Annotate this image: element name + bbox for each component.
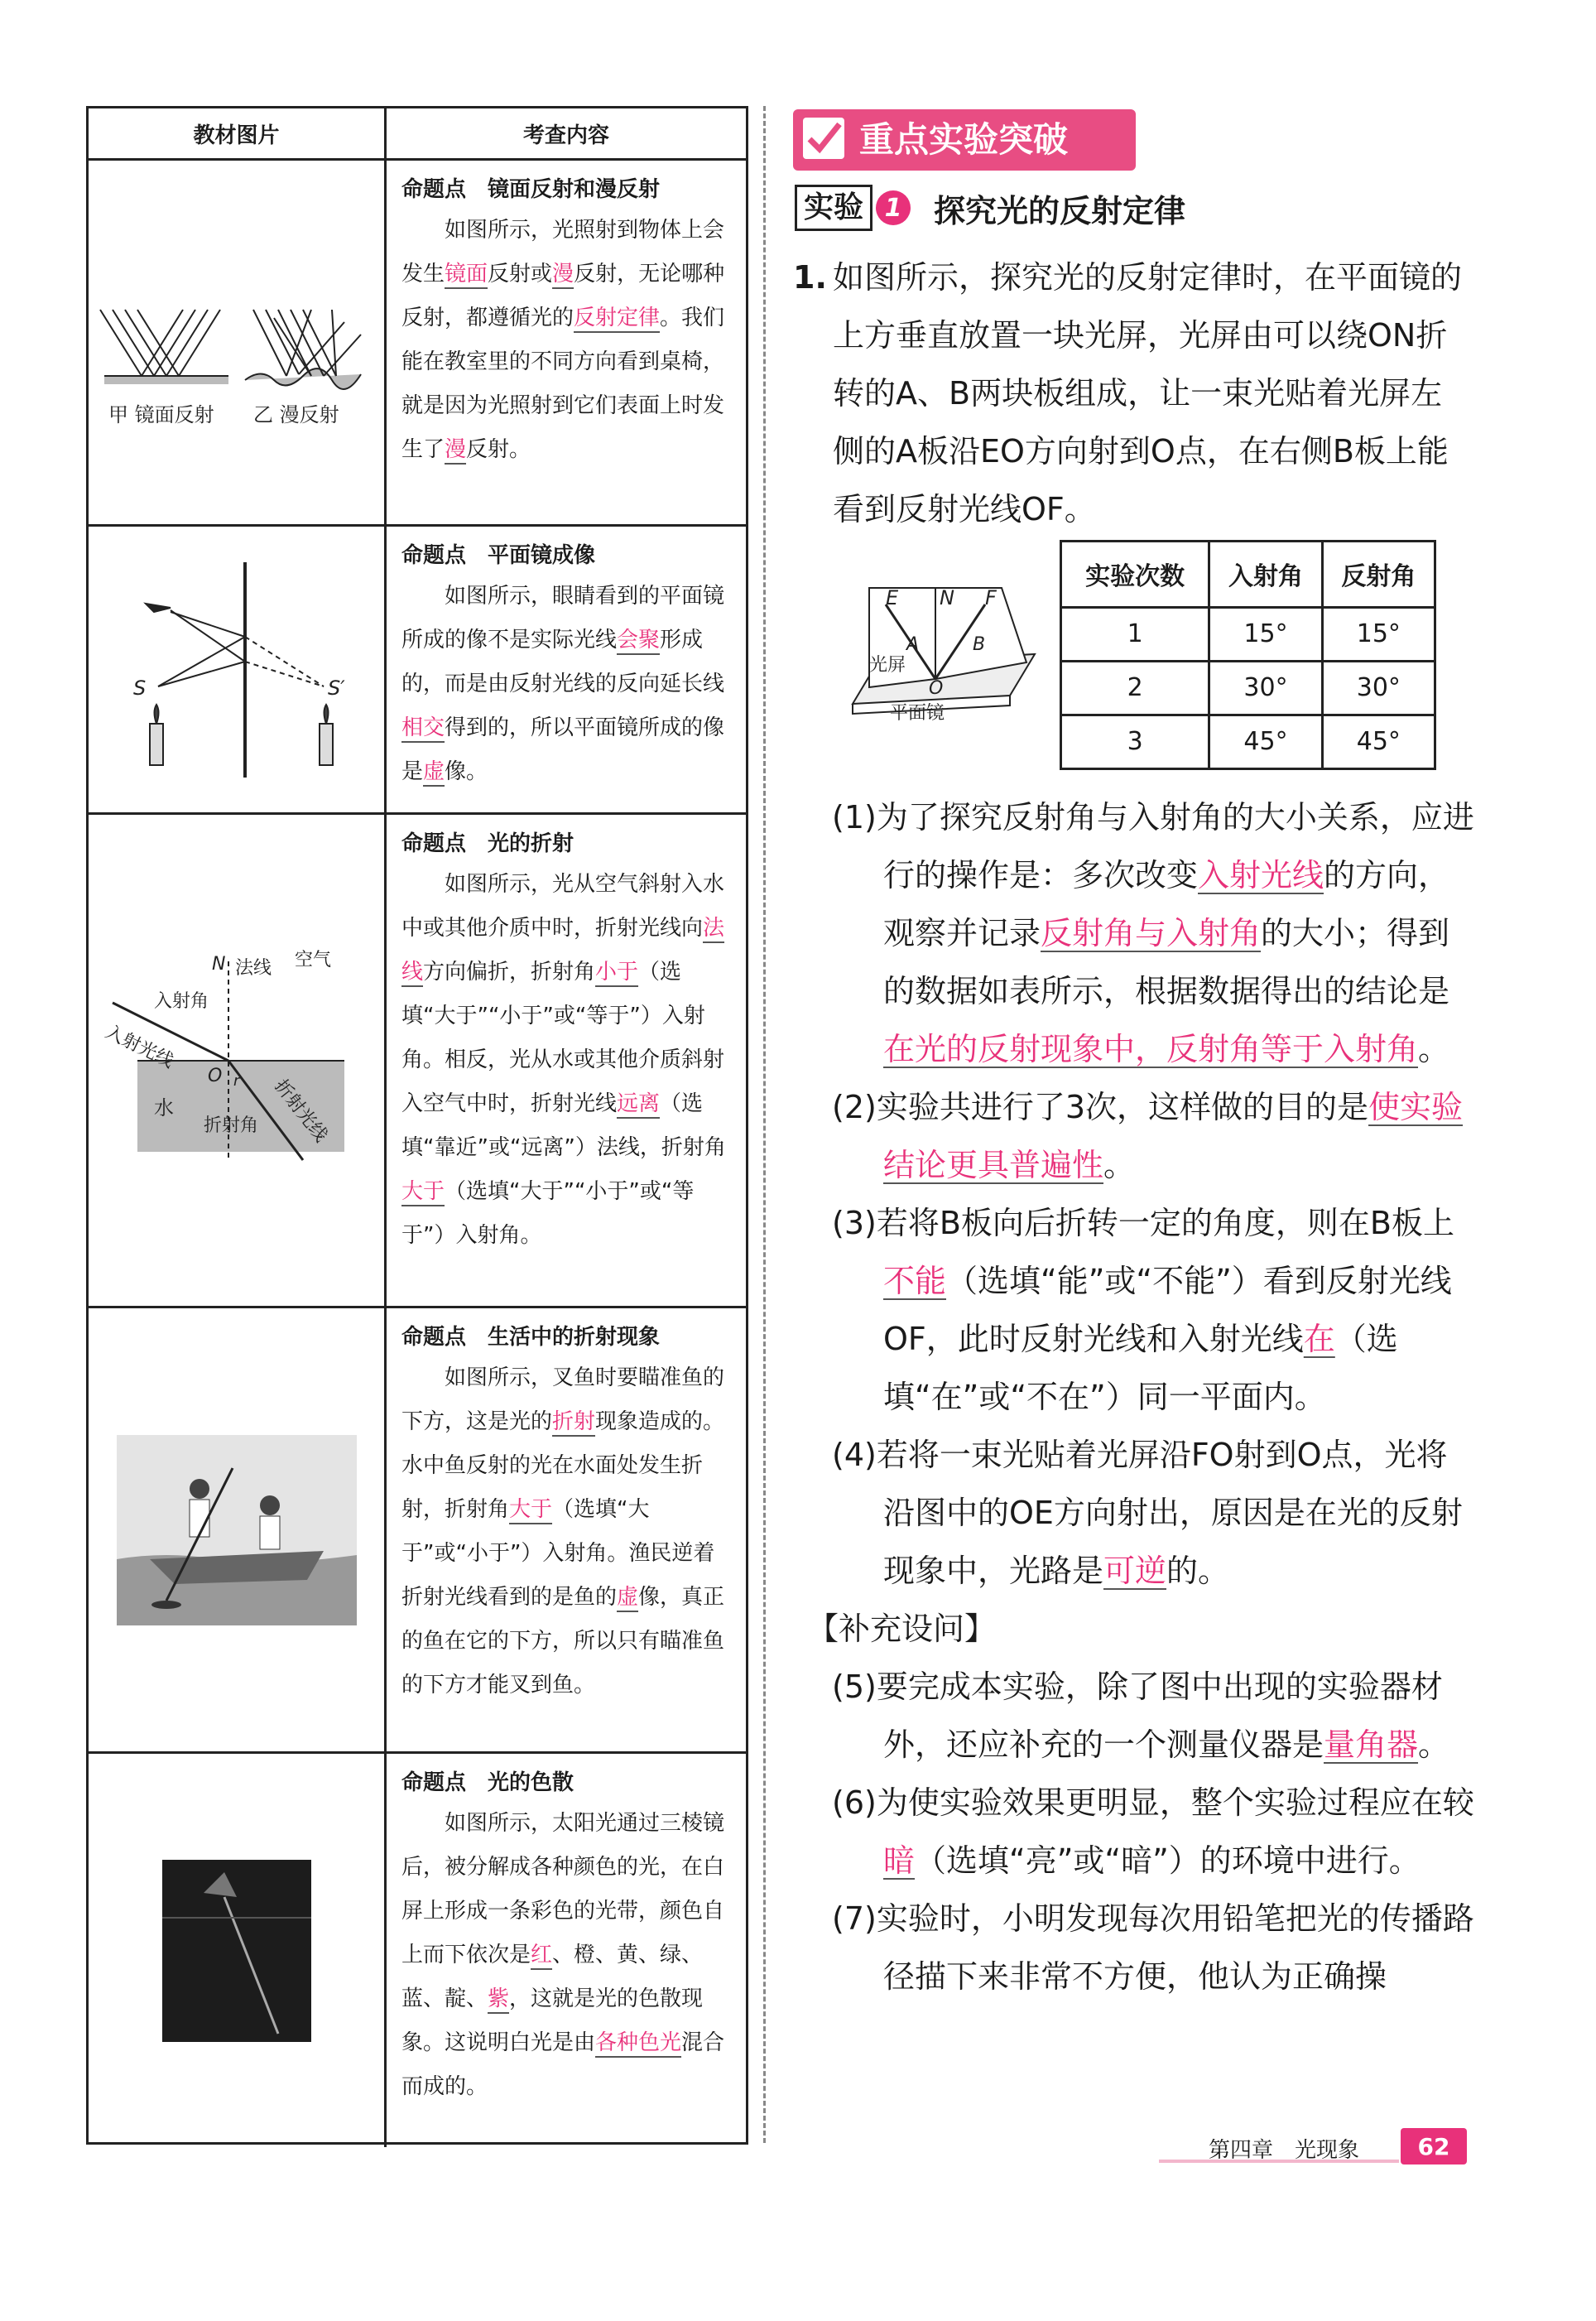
answer: 镜面 <box>445 262 488 287</box>
table-row: 1 15° 15° <box>1061 607 1435 661</box>
row-text: 如图所示，光照射到物体上会发生镜面反射或漫反射，无论哪种反射，都遵循光的反射定律。我们能在教室里的不同方向看到桌椅，就是因为光照射到它们表面上时发生了漫反射。 <box>401 218 725 462</box>
svg-text:空气: 空气 <box>294 949 331 970</box>
refraction-figure <box>89 815 387 1306</box>
sub-question-3: (3)若将B板向后折转一定的角度，则在B板上不能（选填“能”或“不能”）看到反射光线OF，此时反射光线和入射光线在（选填“在”或“不在”）同一平面内。 <box>832 1205 1454 1415</box>
section-banner <box>793 109 1136 171</box>
question-number: 1. <box>793 259 827 296</box>
answer: 反射定律 <box>574 306 661 330</box>
label-mirror: 甲 镜面反射 <box>108 402 214 426</box>
topic-title: 命题点 生活中的折射现象 <box>401 1325 661 1350</box>
answer: 反射角与入射角 <box>1041 915 1262 951</box>
answer: 漫 <box>552 262 574 287</box>
answer: 各种色光 <box>595 2030 682 2055</box>
row-content <box>387 1308 746 1751</box>
answer: 在 <box>1303 1321 1335 1357</box>
sub-question-1: (1)为了探究反射角与入射角的大小关系，应进行的操作是：多次改变入射光线的方向，观察并记录反射角与入射角的大小；得到的数据如表所示，根据数据得出的结论是在光的反射现象中，反射角等于入射角。 <box>832 799 1474 1067</box>
svg-text:N: N <box>940 586 954 609</box>
question-1 <box>793 248 1472 538</box>
svg-text:O: O <box>929 678 944 699</box>
sub-questions <box>807 788 1478 2006</box>
row-text: 如图所示，太阳光通过三棱镜后，被分解成各种颜色的光，在白屏上形成一条彩色的光带，颜色自上而下依次是红、橙、黄、绿、蓝、靛、紫，这就是光的色散现象。这说明白光是由各种色光混合而成的。 <box>401 1811 725 2099</box>
header-picture: 教材图片 <box>89 108 387 158</box>
fishing-figure <box>89 1308 387 1751</box>
header-content: 考查内容 <box>522 123 609 148</box>
topic-title: 命题点 光的色散 <box>401 1770 574 1795</box>
supplement-heading: 【补充设问】 <box>807 1611 997 1647</box>
question-stem: 如图所示，探究光的反射定律时，在平面镜的上方垂直放置一块光屏，光屏由可以绕ON折转的A、B两块板组成，让一束光贴着光屏左侧的A板沿EO方向射到O点，在右侧B板上能看到反射光线OF。 <box>833 259 1463 527</box>
answer: 暗 <box>883 1842 916 1879</box>
answer: 入射光线 <box>1198 857 1324 893</box>
row-content <box>387 815 746 1306</box>
table-row <box>89 161 746 527</box>
answer: 大于 <box>509 1497 553 1522</box>
answer: 使实验结论更具普遍性 <box>883 1089 1464 1183</box>
svg-text:S: S <box>132 676 146 700</box>
row-content <box>387 1754 746 2147</box>
table-row <box>89 815 746 1308</box>
sub-question-6: (6)为使实验效果更明显，整个实验过程应在较暗（选填“亮”或“暗”）的环境中进行。 <box>832 1784 1474 1879</box>
sub-question-5: (5)要完成本实验，除了图中出现的实验器材外，还应补充的一个测量仪器是量角器。 <box>832 1669 1450 1763</box>
table-header <box>89 108 746 161</box>
answer: 大于 <box>401 1179 445 1204</box>
svg-text:光屏: 光屏 <box>869 655 906 676</box>
table-row: 2 30° 30° <box>1061 661 1435 715</box>
svg-text:入射角: 入射角 <box>153 990 209 1012</box>
page-footer <box>1159 2128 1473 2169</box>
checkbox-icon <box>803 118 844 159</box>
row-content <box>387 527 746 812</box>
sub-question-4: (4)若将一束光贴着光屏沿FO射到O点，光将沿图中的OE方向射出，原因是在光的反射现象中，光路是可逆的。 <box>832 1437 1463 1589</box>
topic-title: 命题点 光的折射 <box>401 831 574 856</box>
experiment-title: 探究光的反射定律 <box>934 192 1186 229</box>
answer: 相交 <box>401 715 445 740</box>
table-row <box>89 1308 746 1754</box>
table-row: 3 45° 45° <box>1061 715 1435 768</box>
topic-title: 命题点 镜面反射和漫反射 <box>401 177 661 202</box>
row-text: 如图所示，眼睛看到的平面镜所成的像不是实际光线会聚形成的，而是由反射光线的反向延长线相交得到的，所以平面镜所成的像是虚像。 <box>401 584 725 784</box>
experiment-tag: 实验 <box>795 185 873 231</box>
svg-text:F: F <box>985 586 997 609</box>
answer: 紫 <box>488 1986 510 2011</box>
sub-question-2: (2)实验共进行了3次，这样做的目的是使实验结论更具普遍性。 <box>832 1089 1464 1183</box>
row-content <box>387 161 746 524</box>
reflection-figure <box>89 161 387 524</box>
answer: 漫 <box>445 437 467 462</box>
svg-text:水: 水 <box>153 1095 174 1120</box>
answer: 虚 <box>423 759 445 784</box>
svg-text:折射光线: 折射光线 <box>269 1075 331 1146</box>
topic-title: 命题点 平面镜成像 <box>401 543 596 568</box>
svg-text:O: O <box>207 1065 222 1086</box>
answer: 小于 <box>595 960 639 985</box>
svg-text:B: B <box>973 634 986 655</box>
plane-mirror-figure <box>89 527 387 812</box>
svg-text:法线: 法线 <box>234 957 272 979</box>
table-row <box>89 527 746 815</box>
svg-text:N: N <box>211 953 225 975</box>
answer: 在光的反射现象中，反射角等于入射角 <box>883 1031 1419 1067</box>
answer: 会聚 <box>617 628 661 652</box>
answer: 远离 <box>617 1091 661 1116</box>
row-text: 如图所示，叉鱼时要瞄准鱼的下方，这是光的折射现象造成的。水中鱼反射的光在水面处发生折射，折射角大于（选填“大于”或“小于”）入射角。渔民逆着折射光线看到的是鱼的虚像，真正的鱼在它的下方，所以只有瞄准鱼的下方才能叉到鱼。 <box>401 1365 725 1697</box>
answer: 量角器 <box>1324 1726 1419 1763</box>
svg-text:A: A <box>906 634 920 655</box>
knowledge-table <box>86 106 748 2145</box>
dispersion-figure <box>89 1754 387 2147</box>
experiment-number: 1 <box>876 190 911 225</box>
answer: 折射 <box>552 1409 596 1434</box>
data-table <box>1060 540 1436 770</box>
svg-text:E: E <box>886 586 899 609</box>
banner-title: 重点实验突破 <box>859 119 1069 160</box>
answer: 不能 <box>883 1263 947 1299</box>
experiment-heading <box>795 184 1185 232</box>
row-text: 如图所示，光从空气斜射入水中或其他介质中时，折射光线向法线方向偏折，折射角小于（选填“大于”“小于”或“等于”）入射角。相反，光从水或其他介质斜射入空气中时，折射光线远离（选填“靠近”或“远离”）法线，折射角大于（选填“大于”“小于”或“等于”）入射角。 <box>401 872 726 1248</box>
svg-text:平面镜: 平面镜 <box>890 703 945 724</box>
table-row <box>89 1754 746 2147</box>
page-number: 62 <box>1401 2128 1467 2165</box>
answer: 虚 <box>617 1585 639 1610</box>
label-diffuse: 乙 漫反射 <box>252 402 339 426</box>
sub-question-7: (7)实验时，小明发现每次用铅笔把光的传播路径描下来非常不方便，他认为正确操 <box>832 1900 1474 1995</box>
footer-chapter: 第四章 光现象 <box>1209 2138 1360 2163</box>
svg-text:r: r <box>233 1071 239 1090</box>
answer: 可逆 <box>1103 1553 1167 1589</box>
apparatus-figure <box>844 571 1043 737</box>
column-divider <box>763 106 766 2143</box>
svg-text:折射角: 折射角 <box>203 1115 258 1136</box>
svg-text:S′: S′ <box>327 676 345 700</box>
answer: 法线 <box>401 916 725 985</box>
answer: 红 <box>531 1943 553 1967</box>
data-table-header: 实验次数 入射角 反射角 <box>1061 542 1435 608</box>
svg-text:入射光线: 入射光线 <box>101 1021 176 1072</box>
